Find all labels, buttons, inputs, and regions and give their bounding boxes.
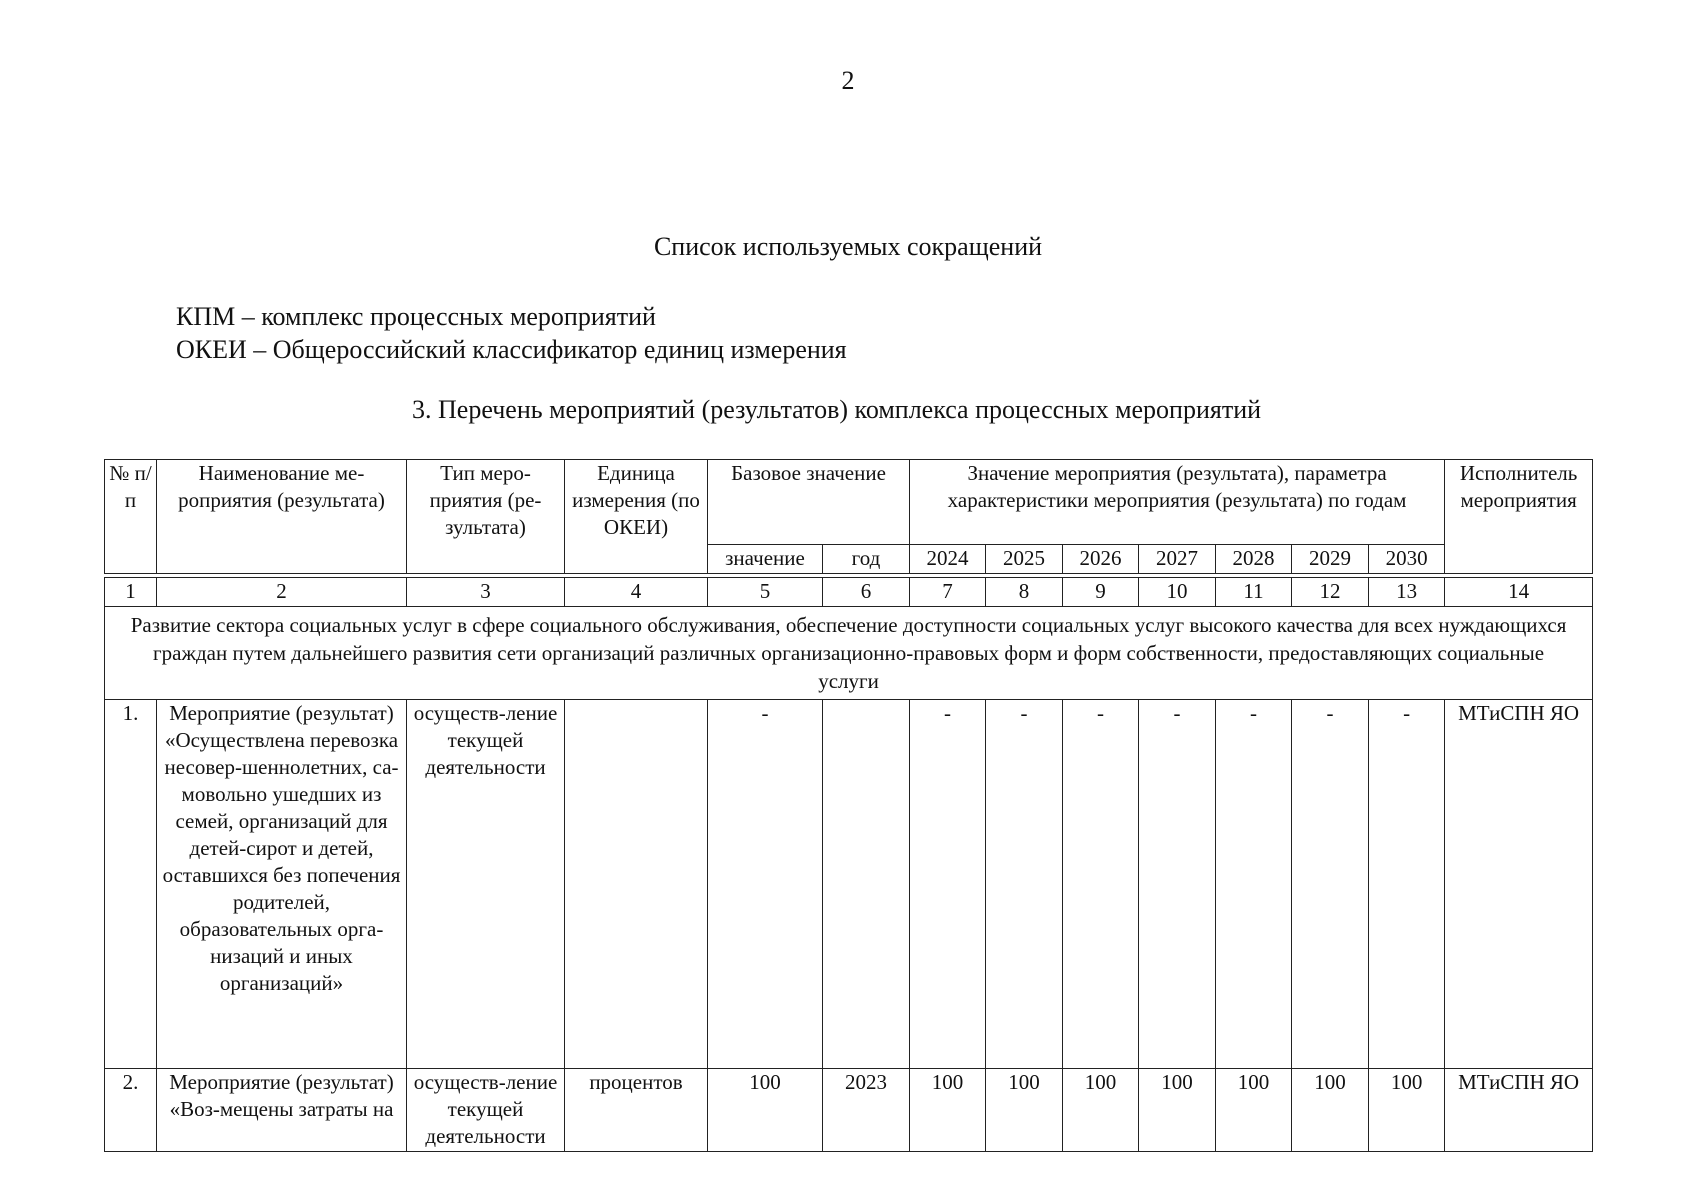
header-unit: Единица измерения (по ОКЕИ) xyxy=(565,460,708,574)
column-number: 10 xyxy=(1139,578,1216,607)
column-number: 1 xyxy=(105,578,157,607)
header-base: Базовое значение xyxy=(708,460,910,545)
row-num: 1. xyxy=(105,700,157,1069)
header-type: Тип меро-приятия (ре-зультата) xyxy=(407,460,565,574)
column-number: 9 xyxy=(1063,578,1139,607)
header-base-value: значение xyxy=(708,545,823,574)
header-year: 2029 xyxy=(1292,545,1369,574)
page-number: 2 xyxy=(841,66,855,95)
row-value: - xyxy=(1292,700,1369,1069)
row-value: 100 xyxy=(1216,1069,1292,1152)
row-executor: МТиСПН ЯО xyxy=(1445,700,1593,1069)
row-value: - xyxy=(910,700,986,1069)
column-number: 13 xyxy=(1369,578,1445,607)
column-number: 4 xyxy=(565,578,708,607)
header-year: 2030 xyxy=(1369,545,1445,574)
row-executor: МТиСПН ЯО xyxy=(1445,1069,1593,1152)
header-year: 2026 xyxy=(1063,545,1139,574)
abbreviation-item: ОКЕИ – Общероссийский классификатор единиц измерения xyxy=(176,335,847,364)
section-title: 3. Перечень мероприятий (результатов) комплекса процессных мероприятий xyxy=(412,395,1262,424)
header-executor: Исполнитель мероприятия xyxy=(1445,460,1593,574)
row-base-year xyxy=(823,700,910,1069)
column-number: 7 xyxy=(910,578,986,607)
header-name: Наименование ме-роприятия (результата) xyxy=(157,460,407,574)
header-year: 2027 xyxy=(1139,545,1216,574)
row-unit xyxy=(565,700,708,1069)
header-year: 2025 xyxy=(986,545,1063,574)
column-number: 3 xyxy=(407,578,565,607)
column-number: 2 xyxy=(157,578,407,607)
row-type: осуществ-ление текущей деятельности xyxy=(407,1069,565,1152)
row-unit: процентов xyxy=(565,1069,708,1152)
row-value: 100 xyxy=(1292,1069,1369,1152)
header-values: Значение мероприятия (результата), параметра характеристики мероприятия (результата) по годам xyxy=(910,460,1445,545)
row-type: осуществ-ление текущей деятельности xyxy=(407,700,565,1069)
row-value: 100 xyxy=(986,1069,1063,1152)
measures-table xyxy=(104,459,1593,1152)
table-row xyxy=(105,1069,1593,1152)
row-value: - xyxy=(1063,700,1139,1069)
row-name: Мероприятие (результат) «Осуществлена перевозка несовер-шеннолетних, са-мовольно ушедших из семей, организаций для детей-сирот и детей, оставшихся без попечения родителей, образовательных орга-низаций и иных организаций» xyxy=(157,700,407,1069)
header-year: 2028 xyxy=(1216,545,1292,574)
abbreviation-item: КПМ – комплекс процессных мероприятий xyxy=(176,302,656,331)
row-value: - xyxy=(1369,700,1445,1069)
header-num: № п/п xyxy=(105,460,157,574)
header-year: 2024 xyxy=(910,545,986,574)
column-number: 8 xyxy=(986,578,1063,607)
column-number: 12 xyxy=(1292,578,1369,607)
row-value: 100 xyxy=(1139,1069,1216,1152)
abbreviations-list xyxy=(176,300,847,366)
abbreviations-title: Список используемых сокращений xyxy=(653,232,1043,261)
row-base-value: - xyxy=(708,700,823,1069)
row-value: 100 xyxy=(910,1069,986,1152)
column-number: 6 xyxy=(823,578,910,607)
column-number: 5 xyxy=(708,578,823,607)
row-value: - xyxy=(1139,700,1216,1069)
row-num: 2. xyxy=(105,1069,157,1152)
row-value: 100 xyxy=(1369,1069,1445,1152)
row-value: 100 xyxy=(1063,1069,1139,1152)
column-number: 11 xyxy=(1216,578,1292,607)
table-row xyxy=(105,700,1593,1069)
header-base-year: год xyxy=(823,545,910,574)
row-value: - xyxy=(1216,700,1292,1069)
row-value: - xyxy=(986,700,1063,1069)
row-base-value: 100 xyxy=(708,1069,823,1152)
column-number: 14 xyxy=(1445,578,1593,607)
row-base-year: 2023 xyxy=(823,1069,910,1152)
row-name: Мероприятие (результат) «Воз-мещены затраты на xyxy=(157,1069,407,1152)
section-row: Развитие сектора социальных услуг в сфере социального обслуживания, обеспечение доступности социальных услуг высокого качества для всех нуждающихся граждан путем дальнейшего развития сети организаций различных организационно-правовых форм и форм собственности, предоставляющих социальные услуги xyxy=(105,607,1593,700)
